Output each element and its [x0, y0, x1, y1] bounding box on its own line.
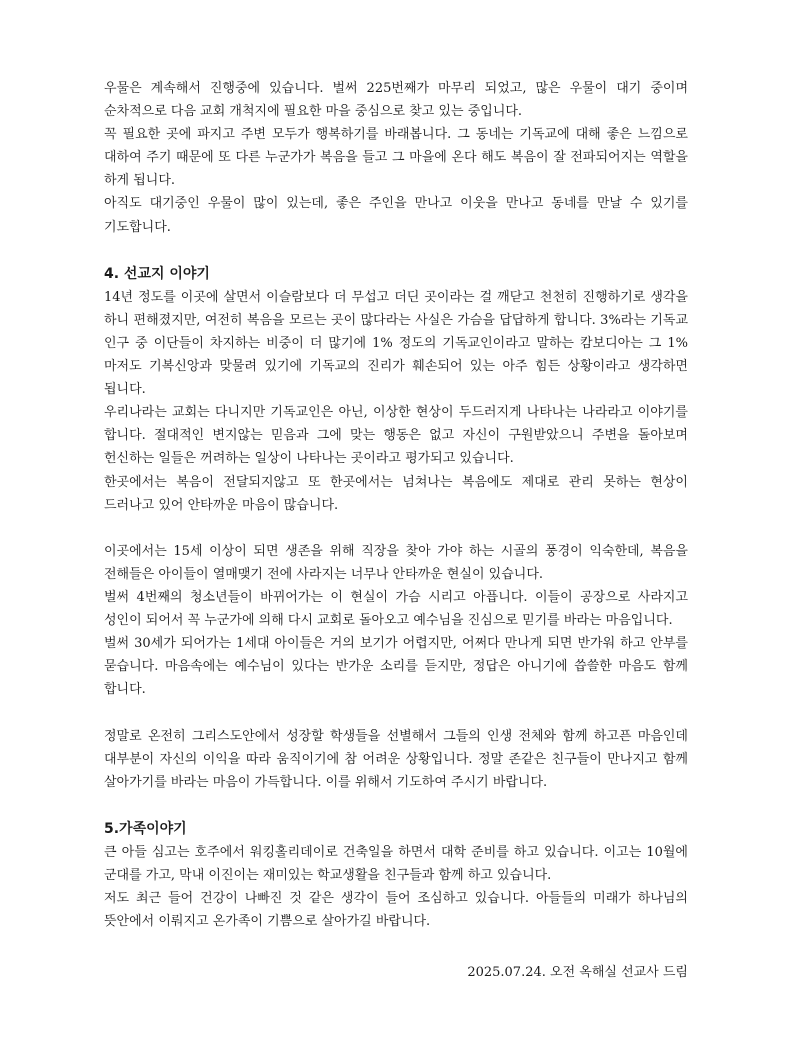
section-heading: 4. 선교지 이야기	[104, 265, 210, 282]
paragraph: 우물은 계속해서 진행중에 있습니다. 벌써 225번째가 마무리 되었고, 많은 우물이 대기 중이며 순차적으로 다음 교회 개척지에 필요한 마을 중심으로 찾고 있는 중입니다.	[104, 81, 688, 120]
signature-line: 2025.07.24. 오전 옥해실 선교사 드림	[467, 965, 688, 980]
paragraph: 꼭 필요한 곳에 파지고 주변 모두가 행복하기를 바래봅니다. 그 동네는 기독교에 대해 좋은 느낌으로 대하여 주기 때문에 또 다른 누군가가 복음을 들고 그 마을에 온다 해도 복음이 잘 전파되어지는 역할을 하게 됩니다.	[104, 127, 688, 189]
blank-line	[104, 239, 688, 262]
paragraph: 14년 정도를 이곳에 살면서 이슬람보다 더 무섭고 더딘 곳이라는 걸 깨닫고 천천히 진행하기로 생각을 하니 편해졌지만, 여전히 복음을 모르는 곳이 많다라는 사실은 가슴을 답답하게 합니다. 3%라는 기독교 인구 중 이단들이 차지하는 비중이 더 많기에 1% 정도의 기독교인이라고 말하는 캄보디아는 그 1% 마저도 기복신앙과 맞물려 있기에 기독교의 진리가 훼손되어 있는 아주 힘든 상황이라고 생각하면 됩니다.	[104, 289, 688, 398]
section-wells	[104, 77, 688, 239]
paragraph: 아직도 대기중인 우물이 많이 있는데, 좋은 주인을 만나고 이웃을 만나고 동네를 만날 수 있기를 기도합니다.	[104, 196, 688, 235]
blank-line	[104, 701, 688, 724]
paragraph: 한곳에서는 복음이 전달되지않고 또 한곳에서는 넘쳐나는 복음에도 제대로 관리 못하는 현상이 드러나고 있어 안타까운 마음이 많습니다.	[104, 474, 688, 513]
paragraph: 벌써 4번째의 청소년들이 바뀌어가는 이 현실이 가슴 시리고 아픕니다. 이들이 공장으로 사라지고 성인이 되어서 꼭 누군가에 의해 다시 교회로 돌아오고 예수님을 진심으로 믿기를 바라는 마음입니다.	[104, 589, 688, 629]
paragraph: 우리나라는 교회는 다니지만 기독교인은 아닌, 이상한 현상이 두드러지게 나타나는 나라라고 이야기를 합니다. 절대적인 변지않는 믿음과 그에 맞는 행동은 없고 자신이 구원받았으니 주변을 돌아보며 헌신하는 일들은 꺼려하는 일상이 나타나는 곳이라고 평가되고 있습니다.	[104, 405, 688, 467]
section-family-story	[104, 818, 688, 933]
section-heading: 5.가족이야기	[104, 820, 187, 837]
blank-line	[104, 794, 688, 817]
paragraph: 큰 아들 심고는 호주에서 워킹홀리데이로 건축일을 하면서 대학 준비를 하고 있습니다. 이고는 10월에 군대를 가고, 막내 이진이는 재미있는 학교생활을 친구들과 함께 하고 있습니다.	[104, 844, 688, 883]
paragraph: 정말로 온전히 그리스도안에서 성장할 학생들을 선별해서 그들의 인생 전체와 함께 하고픈 마음인데 대부분이 자신의 이익을 따라 움직이기에 참 어려운 상황입니다. 정말 존같은 친구들이 만나지고 함께 살아가기를 바라는 마음이 가득합니다. 이를 위해서 기도하여 주시기 바랍니다.	[104, 728, 688, 790]
letter-body	[104, 77, 688, 933]
section-mission-field-story	[104, 263, 688, 794]
paragraph: 벌써 30세가 되어가는 1세대 아이들은 거의 보기가 어렵지만, 어쩌다 만나게 되면 반가워 하고 안부를 묻습니다. 마음속에는 예수님이 있다는 반가운 소리를 듣지만, 정답은 아니기에 씁쓸한 마음도 함께 합니다.	[104, 636, 688, 698]
paragraph: 저도 최근 들어 건강이 나빠진 것 같은 생각이 들어 조심하고 있습니다. 아들들의 미래가 하나님의 뜻안에서 이뤄지고 온가족이 기쁨으로 살아가길 바랍니다.	[104, 891, 688, 930]
paragraph: 이곳에서는 15세 이상이 되면 생존을 위해 직장을 찾아 가야 하는 시골의 풍경이 익숙한데, 복음을 전해들은 아이들이 열매맺기 전에 사라지는 너무나 안타까운 현실이 있습니다.	[104, 543, 688, 582]
blank-line	[104, 517, 688, 540]
